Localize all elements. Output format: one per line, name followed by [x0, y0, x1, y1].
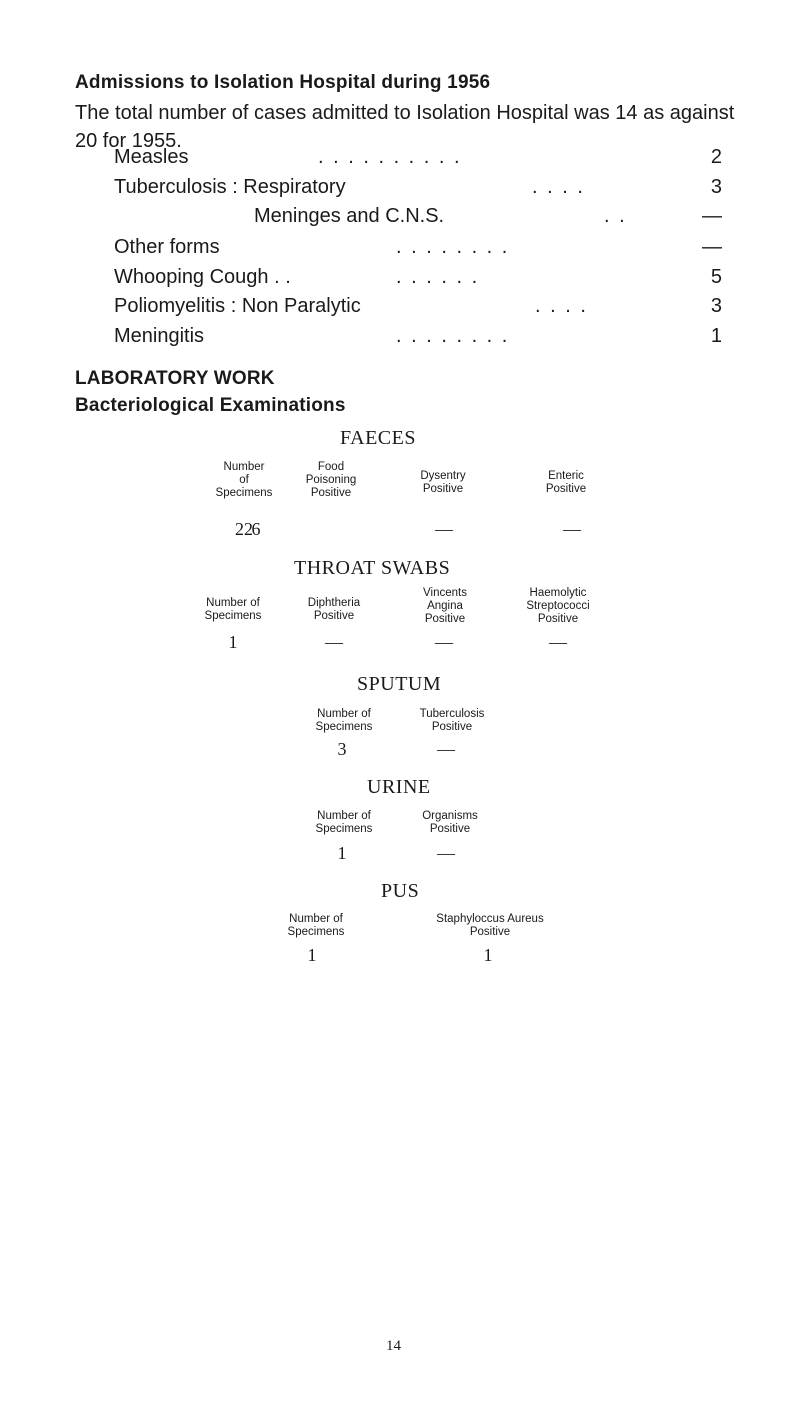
throat-header-haemolytic: Haemolytic Streptococci Positive [526, 587, 590, 625]
leader-dots: . . . . [535, 295, 588, 317]
admission-label-tb-meninges: Meninges and C.N.S. [254, 205, 445, 227]
admission-label-other-forms: Other forms [114, 236, 220, 258]
admission-label-meningitis: Meningitis [114, 325, 205, 347]
leader-dots: . . . . . . [396, 266, 480, 288]
sputum-value-tuberculosis: — [437, 739, 455, 759]
admission-value-other-forms: — [702, 236, 722, 258]
throat-value-vincents: — [435, 632, 453, 652]
admission-value-tb-meninges: — [702, 205, 722, 227]
admission-value-measles: 2 [710, 146, 722, 168]
faeces-value-enteric: — [563, 519, 581, 539]
admission-value-whooping-cough: 5 [710, 266, 722, 288]
sputum-header-specimens: Number of Specimens [315, 708, 373, 733]
faeces-header-dysentry: Dysentry Positive [420, 470, 466, 495]
throat-swabs-title: THROAT SWABS [294, 557, 451, 579]
admission-value-tb-respiratory: 3 [710, 176, 722, 198]
sputum-title: SPUTUM [357, 673, 442, 695]
urine-header-specimens: Number of Specimens [315, 810, 373, 835]
leader-dots: . . . . . . . . [396, 325, 510, 347]
admission-value-meningitis: 1 [710, 325, 722, 347]
sputum-value-specimens: 3 [337, 739, 347, 759]
faeces-value-specimens: 22 [235, 519, 253, 539]
throat-header-diphtheria: Diphtheria Positive [307, 597, 361, 622]
pus-header-staphylococcus: Staphyloccus Aureus Positive [436, 913, 544, 938]
leader-dots: . . [604, 205, 627, 227]
bacteriological-heading: Bacteriological Examinations [75, 395, 346, 416]
throat-value-haemolytic: — [549, 632, 567, 652]
leader-dots: . . . . . . . . [396, 236, 510, 258]
urine-header-organisms: Organisms Positive [422, 810, 478, 835]
faeces-value-food-poisoning: 6 [251, 519, 261, 539]
intro-paragraph: The total number of cases admitted to Isolation Hospital was 14 as against 20 for 1955. [75, 102, 735, 152]
pus-value-staphylococcus: 1 [483, 945, 493, 965]
throat-value-diphtheria: — [325, 632, 343, 652]
urine-value-organisms: — [437, 843, 455, 863]
throat-header-specimens: Number of Specimens [204, 597, 262, 622]
admission-value-poliomyelitis: 3 [710, 295, 722, 317]
urine-title: URINE [367, 776, 431, 798]
faeces-header-enteric: Enteric Positive [545, 470, 587, 495]
pus-title: PUS [381, 880, 420, 902]
page-title: Admissions to Isolation Hospital during 1956 [75, 72, 491, 93]
admission-label-tb-respiratory: Tuberculosis : Respiratory [114, 176, 346, 198]
leader-dots: . . . . [532, 176, 585, 198]
urine-value-specimens: 1 [337, 843, 347, 863]
pus-header-specimens: Number of Specimens [287, 913, 345, 938]
admission-label-measles: Measles [114, 146, 189, 168]
throat-value-specimens: 1 [228, 632, 238, 652]
faeces-header-specimens: Number of Specimens [215, 461, 273, 499]
page-number: 14 [386, 1338, 401, 1354]
faeces-value-dysentry: — [435, 519, 453, 539]
throat-header-vincents: Vincents Angina Positive [423, 587, 467, 625]
leader-dots: . . . . . . . . . . [318, 146, 462, 168]
sputum-header-tuberculosis: Tuberculosis Positive [419, 708, 485, 733]
admission-label-poliomyelitis: Poliomyelitis : Non Paralytic [114, 295, 361, 317]
faeces-title: FAECES [340, 427, 416, 449]
lab-work-heading: LABORATORY WORK [75, 368, 275, 389]
admission-label-whooping-cough: Whooping Cough . . [114, 266, 291, 288]
faeces-header-food-poisoning: Food Poisoning Positive [305, 461, 357, 499]
pus-value-specimens: 1 [307, 945, 317, 965]
